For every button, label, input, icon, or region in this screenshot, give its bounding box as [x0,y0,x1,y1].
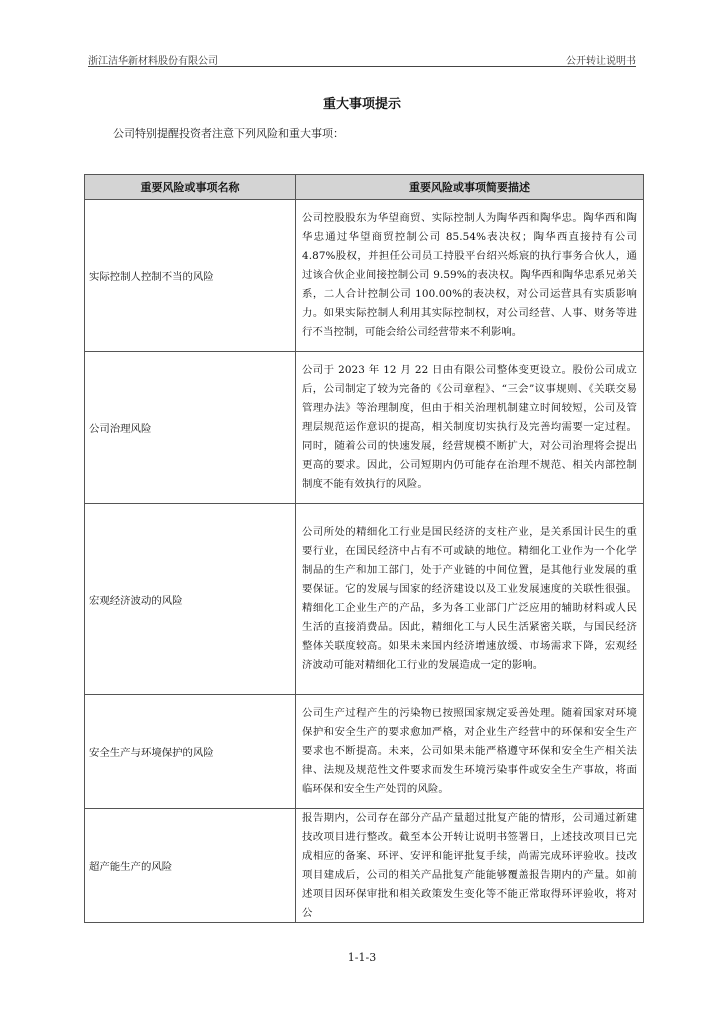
risk-description: 公司所处的精细化工行业是国民经济的支柱产业，是关系国计民生的重要行业，在国民经济中占有不可或缺的地位。精细化工业作为一个化学制品的生产和加工部门，处于产业链的中间位置，是其他行业发展的重要保证。它的发展与国家的经济建设以及工业发展速度的关联性很强。精细化工企业生产的产品，多为各工业部门广泛应用的辅助材料或人民生活的直接消费品。因此，精细化工与人民生活紧密关联，与国民经济整体关联度较高。如果未来国内经济增速放缓、市场需求下降，宏观经济波动可能对精细化工行业的发展造成一定的影响。 [296,504,644,695]
risk-name: 安全生产与环境保护的风险 [85,695,296,809]
risk-name: 宏观经济波动的风险 [85,504,296,695]
page-title: 重大事项提示 [322,97,401,112]
risk-name: 公司治理风险 [85,352,296,504]
risk-name: 实际控制人控制不当的风险 [85,200,296,352]
table-row [85,695,644,809]
column-header-risk-description: 重要风险或事项简要描述 [296,175,644,200]
page-number: 1-1-3 [347,951,377,964]
risk-description: 报告期内，公司存在部分产品产量超过批复产能的情形，公司通过新建技改项目进行整改。截至本公开转让说明书签署日，上述技改项目已完成相应的备案、环评、安评和能评批复手续，尚需完成环评验收。技改项目建成后，公司的相关产品批复产能能够覆盖报告期内的产量。如前述项目因环保审批和相关政策发生变化等不能正常取得环评验收，将对公 [296,809,644,923]
header-company-name: 浙江洁华新材料股份有限公司 [88,56,218,67]
table-row [85,200,644,352]
risk-description: 公司生产过程产生的污染物已按照国家规定妥善处理。随着国家对环境保护和安全生产的要求愈加严格，对企业生产经营中的环保和安全生产要求也不断提高。未来，公司如果未能严格遵守环保和安全生产相关法律、法规及规范性文件要求而发生环境污染事件或安全生产事故，将面临环保和安全生产处罚的风险。 [296,695,644,809]
table-row [85,504,644,695]
risk-table [84,174,644,923]
table-header-row [85,175,644,200]
risk-name: 超产能生产的风险 [85,809,296,923]
header-document-type: 公开转让说明书 [566,56,636,67]
table-row [85,809,644,923]
table-row [85,352,644,504]
intro-text: 公司特别提醒投资者注意下列风险和重大事项： [113,127,344,140]
page-header [88,50,636,67]
column-header-risk-name: 重要风险或事项名称 [85,175,296,200]
risk-description: 公司于 2023 年 12 月 22 日由有限公司整体变更设立。股份公司成立后，公司制定了较为完备的《公司章程》、“三会”议事规则、《关联交易管理办法》等治理制度，但由于相关治理机制建立时间较短，公司及管理层规范运作意识的提高，相关制度切实执行及完善均需要一定过程。同时，随着公司的快速发展，经营规模不断扩大，对公司治理将会提出更高的要求。因此，公司短期内仍可能存在治理不规范、相关内部控制制度不能有效执行的风险。 [296,352,644,504]
risk-description: 公司控股股东为华望商贸、实际控制人为陶华西和陶华忠。陶华西和陶华忠通过华望商贸控制公司 85.54%表决权；陶华西直接持有公司 4.87%股权，并担任公司员工持股平台绍兴烁宸的执行事务合伙人，通过该合伙企业间接控制公司 9.59%的表决权。陶华西和陶华忠系兄弟关系，二人合计控制公司 100.00%的表决权，对公司运营具有实质影响力。如果实际控制人利用其实际控制权，对公司经营、人事、财务等进行不当控制，可能会给公司经营带来不利影响。 [296,200,644,352]
